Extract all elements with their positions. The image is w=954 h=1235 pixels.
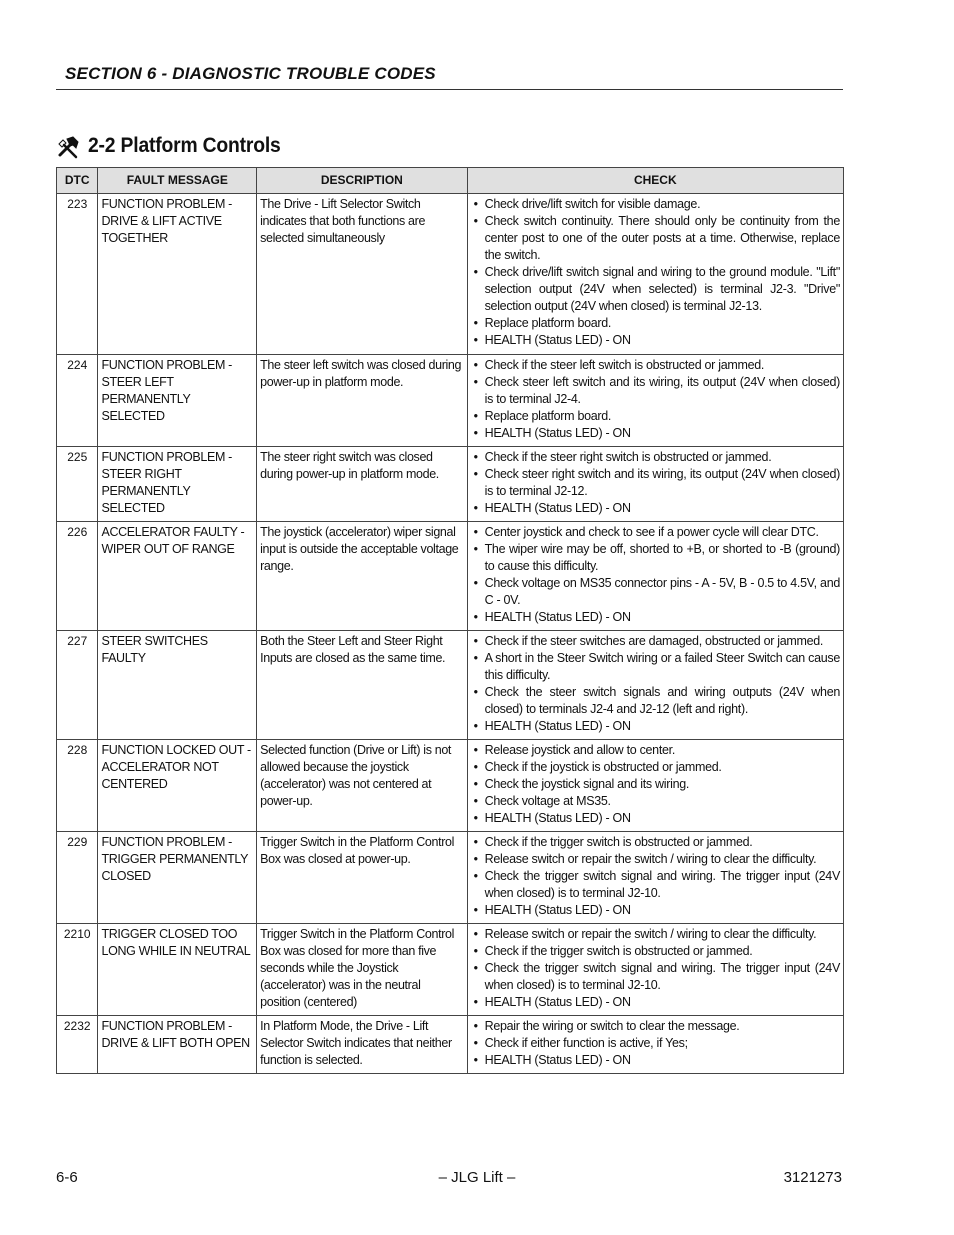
table-row [57, 740, 844, 832]
check-item: • Check if the steer switches are damaged, obstructed or jammed. [471, 633, 840, 650]
header-rule [56, 89, 843, 90]
check-item: • Repair the wiring or switch to clear the message. [471, 1018, 840, 1035]
check-item: • Check if the joystick is obstructed or jammed. [471, 759, 840, 776]
dtc-code: 225 [57, 447, 98, 522]
table-header-row [57, 168, 844, 194]
footer-page-number: 6-6 [56, 1169, 78, 1186]
check-item: • HEALTH (Status LED) - ON [471, 810, 840, 827]
check-cell [467, 355, 843, 447]
fault-description: The joystick (accelerator) wiper signal input is outside the acceptable voltage range. [257, 522, 467, 631]
fault-message: FUNCTION PROBLEM - STEER LEFT PERMANENTLY SELECTED [98, 355, 257, 447]
column-header-description: DESCRIPTION [257, 168, 467, 194]
dtc-code: 226 [57, 522, 98, 631]
check-list [471, 1018, 840, 1069]
dtc-code: 227 [57, 631, 98, 740]
check-item: • Check the trigger switch signal and wiring. The trigger input (24V when closed) is to terminal J2-10. [471, 868, 840, 902]
fault-message: FUNCTION LOCKED OUT - ACCELERATOR NOT CENTERED [98, 740, 257, 832]
check-list [471, 357, 840, 442]
check-item: • Check if the steer left switch is obstructed or jammed. [471, 357, 840, 374]
fault-message: FUNCTION PROBLEM - DRIVE & LIFT ACTIVE TOGETHER [98, 194, 257, 355]
check-item: • Check steer left switch and its wiring, its output (24V when closed) is to terminal J2-4. [471, 374, 840, 408]
check-item: • HEALTH (Status LED) - ON [471, 609, 840, 626]
check-cell [467, 832, 843, 924]
dtc-table [56, 167, 844, 1074]
check-list [471, 196, 840, 349]
check-item: • Replace platform board. [471, 315, 840, 332]
check-item: • HEALTH (Status LED) - ON [471, 500, 840, 517]
fault-message: STEER SWITCHES FAULTY [98, 631, 257, 740]
fault-description: The Drive - Lift Selector Switch indicates that both functions are selected simultaneously [257, 194, 467, 355]
fault-message: FUNCTION PROBLEM - DRIVE & LIFT BOTH OPEN [98, 1016, 257, 1074]
check-cell [467, 447, 843, 522]
table-row [57, 832, 844, 924]
check-item: • Check if the trigger switch is obstructed or jammed. [471, 834, 840, 851]
footer-publisher: – JLG Lift – [438, 1169, 516, 1186]
check-list [471, 449, 840, 517]
check-item: • Release joystick and allow to center. [471, 742, 840, 759]
dtc-code: 224 [57, 355, 98, 447]
check-item: • HEALTH (Status LED) - ON [471, 1052, 840, 1069]
check-item: • Check if the steer right switch is obstructed or jammed. [471, 449, 840, 466]
column-header-fault: FAULT MESSAGE [98, 168, 257, 194]
check-item: • Check the joystick signal and its wiring. [471, 776, 840, 793]
check-item: • Check the steer switch signals and wiring outputs (24V when closed) to terminals J2-4 and J2-12 (left and right). [471, 684, 840, 718]
table-row [57, 1016, 844, 1074]
check-item: • Check drive/lift switch for visible damage. [471, 196, 840, 213]
check-item: • Check voltage on MS35 connector pins - A - 5V, B - 0.5 to 4.5V, and C - 0V. [471, 575, 840, 609]
table-row [57, 447, 844, 522]
check-list [471, 926, 840, 1011]
check-cell [467, 194, 843, 355]
check-item: • Check switch continuity. There should only be continuity from the center post to one of the outer posts at a time. Otherwise, replace the switch. [471, 213, 840, 264]
section-header: SECTION 6 - DIAGNOSTIC TROUBLE CODES [65, 64, 436, 83]
check-item: • Release switch or repair the switch / wiring to clear the difficulty. [471, 926, 840, 943]
fault-message: FUNCTION PROBLEM - TRIGGER PERMANENTLY CLOSED [98, 832, 257, 924]
dtc-code: 223 [57, 194, 98, 355]
table-body [57, 194, 844, 1074]
check-list [471, 633, 840, 735]
dtc-code: 2232 [57, 1016, 98, 1074]
check-item: • Release switch or repair the switch / wiring to clear the difficulty. [471, 851, 840, 868]
dtc-code: 2210 [57, 924, 98, 1016]
fault-description: Trigger Switch in the Platform Control Box was closed at power-up. [257, 832, 467, 924]
fault-description: Trigger Switch in the Platform Control Box was closed for more than five seconds while the Joystick (accelerator) was in the neutral position (centered) [257, 924, 467, 1016]
table-row [57, 631, 844, 740]
table-row [57, 924, 844, 1016]
check-item: • Check voltage at MS35. [471, 793, 840, 810]
check-item: • Check steer right switch and its wiring, its output (24V when closed) is to terminal J2-12. [471, 466, 840, 500]
check-cell [467, 631, 843, 740]
check-item: • Check if the trigger switch is obstructed or jammed. [471, 943, 840, 960]
fault-description: The steer left switch was closed during power-up in platform mode. [257, 355, 467, 447]
check-item: • Replace platform board. [471, 408, 840, 425]
check-item: • The wiper wire may be off, shorted to +B, or shorted to -B (ground) to cause this difficulty. [471, 541, 840, 575]
check-cell [467, 740, 843, 832]
check-cell [467, 522, 843, 631]
fault-message: ACCELERATOR FAULTY - WIPER OUT OF RANGE [98, 522, 257, 631]
check-item: • HEALTH (Status LED) - ON [471, 718, 840, 735]
check-item: • Center joystick and check to see if a power cycle will clear DTC. [471, 524, 840, 541]
check-item: • HEALTH (Status LED) - ON [471, 332, 840, 349]
check-list [471, 524, 840, 626]
table-row [57, 522, 844, 631]
check-item: • Check drive/lift switch signal and wiring to the ground module. "Lift" selection output (24V when selected) is terminal J2-3. "Drive" selection output (24V when closed) is terminal J2-13. [471, 264, 840, 315]
table-row [57, 355, 844, 447]
check-item: • HEALTH (Status LED) - ON [471, 902, 840, 919]
check-cell [467, 1016, 843, 1074]
check-item: • A short in the Steer Switch wiring or a failed Steer Switch can cause this difficulty. [471, 650, 840, 684]
page-title: 2-2 Platform Controls [88, 134, 281, 157]
page-title-block [56, 133, 297, 159]
check-list [471, 834, 840, 919]
fault-message: FUNCTION PROBLEM - STEER RIGHT PERMANENTLY SELECTED [98, 447, 257, 522]
fault-message: TRIGGER CLOSED TOO LONG WHILE IN NEUTRAL [98, 924, 257, 1016]
dtc-code: 229 [57, 832, 98, 924]
fault-description: Both the Steer Left and Steer Right Inputs are closed as the same time. [257, 631, 467, 740]
column-header-check: CHECK [467, 168, 843, 194]
fault-description: Selected function (Drive or Lift) is not allowed because the joystick (accelerator) was not centered at power-up. [257, 740, 467, 832]
check-cell [467, 924, 843, 1016]
column-header-dtc: DTC [57, 168, 98, 194]
fault-description: The steer right switch was closed during power-up in platform mode. [257, 447, 467, 522]
wrench-hammer-icon [56, 133, 82, 159]
check-item: • Check if either function is active, if Yes; [471, 1035, 840, 1052]
check-list [471, 742, 840, 827]
check-item: • HEALTH (Status LED) - ON [471, 994, 840, 1011]
fault-description: In Platform Mode, the Drive - Lift Selector Switch indicates that neither function is selected. [257, 1016, 467, 1074]
dtc-code: 228 [57, 740, 98, 832]
check-item: • HEALTH (Status LED) - ON [471, 425, 840, 442]
table-row [57, 194, 844, 355]
footer-doc-number: 3121273 [783, 1169, 842, 1186]
check-item: • Check the trigger switch signal and wiring. The trigger input (24V when closed) is to terminal J2-10. [471, 960, 840, 994]
